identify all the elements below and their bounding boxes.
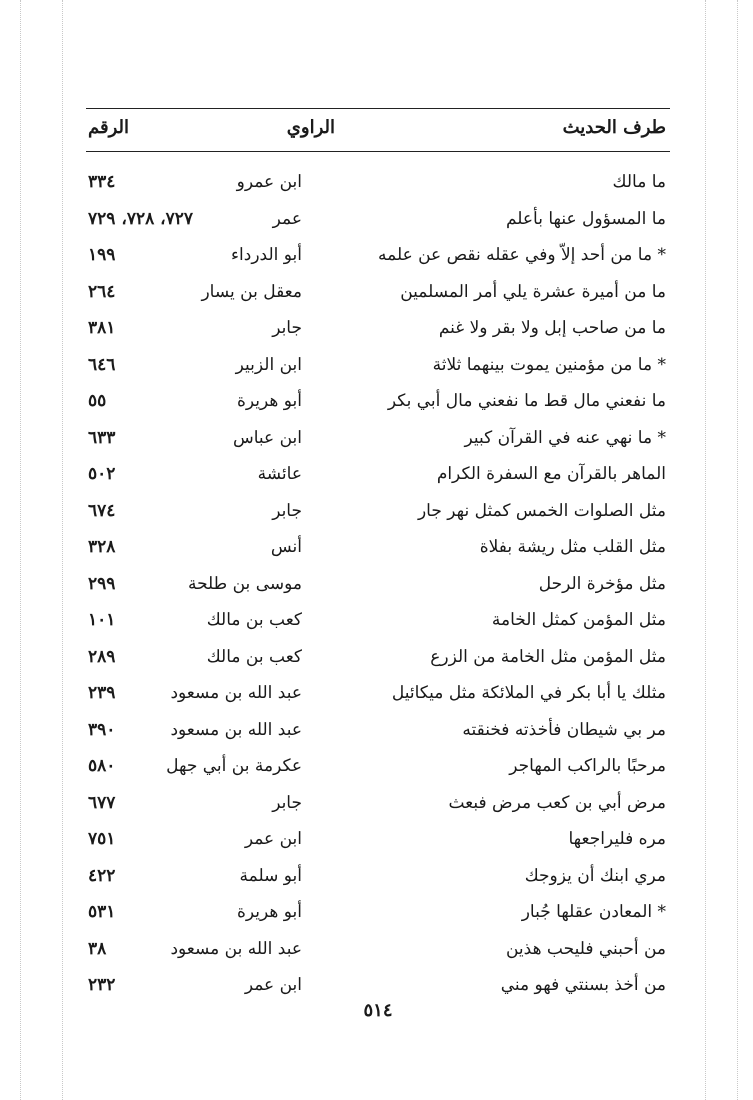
hadith-number: ٥٠٢: [88, 464, 116, 484]
table-row: [86, 347, 670, 384]
hadith-text: ما نفعني مال قط ما نفعني مال أبي بكر: [387, 391, 666, 411]
table-header: [86, 108, 670, 152]
page-number: ٥١٤: [363, 1000, 393, 1021]
hadith-number: ٢٣٩: [88, 683, 116, 703]
narrator-name: معقل بن يسار: [201, 281, 302, 302]
margin-guide-line: [20, 0, 21, 1100]
hadith-number: ٦٤٦: [88, 354, 116, 375]
table-row: [86, 493, 670, 530]
table-row: [86, 164, 670, 201]
table-row: [86, 894, 670, 931]
hadith-text: مثل الصلوات الخمس كمثل نهر جار: [417, 500, 666, 521]
hadith-text: مره فليراجعها: [568, 829, 666, 849]
table-row: [86, 201, 670, 238]
hadith-text: ما المسؤول عنها بأعلم: [505, 208, 666, 229]
hadith-text: ما من أميرة عشرة يلي أمر المسلمين: [400, 281, 666, 302]
hadith-number: ٥٨٠: [88, 756, 116, 776]
narrator-name: عبد الله بن مسعود: [170, 719, 302, 740]
table-row: [86, 967, 670, 1004]
narrator-name: أنس: [270, 537, 302, 557]
hadith-text: مثل مؤخرة الرحل: [538, 573, 666, 594]
narrator-name: ابن عمر: [244, 829, 302, 849]
hadith-number: ٤٢٢: [88, 865, 116, 886]
hadith-number: ٢٩٩: [88, 573, 116, 594]
hadith-text: مر بي شيطان فأخذته فخنقته: [462, 719, 666, 740]
hadith-number: ٢٦٤: [88, 281, 116, 302]
hadith-text: ما من صاحب إبل ولا بقر ولا غنم: [438, 318, 666, 338]
hadith-number: ٣٩٠: [88, 719, 116, 740]
hadith-number: ٣٣٤: [88, 172, 116, 192]
narrator-name: كعب بن مالك: [206, 646, 302, 667]
narrator-name: عمر: [272, 208, 302, 229]
hadith-number: ٦٧٤: [88, 500, 116, 521]
hadith-number: ٥٣١: [88, 902, 116, 922]
hadith-text: * المعادن عقلها جُبار: [521, 902, 666, 922]
hadith-text: من أخذ بسنتي فهو مني: [500, 975, 666, 995]
hadith-number: ٧٢٧، ٧٢٨، ٧٢٩: [88, 208, 194, 229]
table-row: [86, 748, 670, 785]
hadith-text: * ما من أحد إلاّ وفي عقله نقص عن علمه: [378, 245, 666, 265]
hadith-text: مثل القلب مثل ريشة بفلاة: [479, 537, 666, 557]
table-row: [86, 785, 670, 822]
table-row: [86, 675, 670, 712]
hadith-text: مثل المؤمن مثل الخامة من الزرع: [430, 646, 666, 667]
table-row: [86, 529, 670, 566]
hadith-number: ٣٨: [88, 938, 107, 959]
table-row: [86, 310, 670, 347]
hadith-text: مري ابنك أن يزوجك: [524, 865, 666, 886]
margin-guide-line: [62, 0, 63, 1100]
narrator-name: جابر: [272, 792, 302, 813]
narrator-name: جابر: [272, 318, 302, 338]
index-page: [86, 108, 670, 1021]
margin-guide-line: [705, 0, 706, 1100]
table-row: [86, 456, 670, 493]
hadith-number: ١٠١: [88, 610, 116, 630]
hadith-text: * ما نهي عنه في القرآن كبير: [464, 427, 666, 448]
table-row: [86, 237, 670, 274]
table-row: [86, 858, 670, 895]
narrator-name: عبد الله بن مسعود: [170, 938, 302, 959]
narrator-name: ابن عمر: [244, 975, 302, 995]
narrator-name: عائشة: [257, 464, 302, 484]
narrator-name: موسى بن طلحة: [187, 573, 302, 594]
header-number: الرقم: [88, 117, 130, 138]
hadith-number: ٦٣٣: [88, 427, 116, 448]
hadith-number: ٣٨١: [88, 318, 116, 338]
narrator-name: أبو الدرداء: [231, 245, 302, 265]
hadith-text: ما مالك: [612, 172, 666, 192]
table-row: [86, 639, 670, 676]
table-row: [86, 420, 670, 457]
hadith-number: ٢٨٩: [88, 646, 116, 667]
narrator-name: ابن عمرو: [236, 172, 302, 192]
table-row: [86, 566, 670, 603]
hadith-text: * ما من مؤمنين يموت بينهما ثلاثة: [432, 354, 666, 375]
narrator-name: أبو هريرة: [236, 391, 302, 411]
hadith-number: ١٩٩: [88, 245, 116, 265]
table-row: [86, 821, 670, 858]
hadith-text: مرحبًا بالراكب المهاجر: [509, 756, 666, 776]
narrator-name: عكرمة بن أبي جهل: [166, 756, 302, 776]
header-narrator: الراوي: [286, 117, 335, 138]
hadith-number: ٦٧٧: [88, 792, 116, 813]
hadith-number: ٣٢٨: [88, 537, 116, 557]
hadith-text: مرض أبي بن كعب مرض فبعث: [448, 792, 666, 813]
table-row: [86, 383, 670, 420]
table-row: [86, 931, 670, 968]
narrator-name: جابر: [272, 500, 302, 521]
hadith-number: ٥٥: [88, 391, 107, 411]
narrator-name: ابن الزبير: [235, 354, 302, 375]
table-row: [86, 274, 670, 311]
hadith-number: ٧٥١: [88, 829, 116, 849]
hadith-text: مثل المؤمن كمثل الخامة: [491, 610, 666, 630]
narrator-name: عبد الله بن مسعود: [170, 683, 302, 703]
table-row: [86, 602, 670, 639]
narrator-name: أبو هريرة: [236, 902, 302, 922]
narrator-name: ابن عباس: [232, 427, 302, 448]
hadith-text: من أحبني فليحب هذين: [505, 938, 666, 959]
hadith-text: الماهر بالقرآن مع السفرة الكرام: [436, 464, 666, 484]
hadith-number: ٢٣٢: [88, 975, 116, 995]
header-hadith: طرف الحديث: [562, 117, 666, 138]
table-body: [86, 164, 670, 1004]
narrator-name: أبو سلمة: [239, 865, 302, 886]
table-row: [86, 712, 670, 749]
narrator-name: كعب بن مالك: [206, 610, 302, 630]
hadith-text: مثلك يا أبا بكر في الملائكة مثل ميكائيل: [391, 683, 666, 703]
margin-guide-line: [737, 0, 738, 1100]
